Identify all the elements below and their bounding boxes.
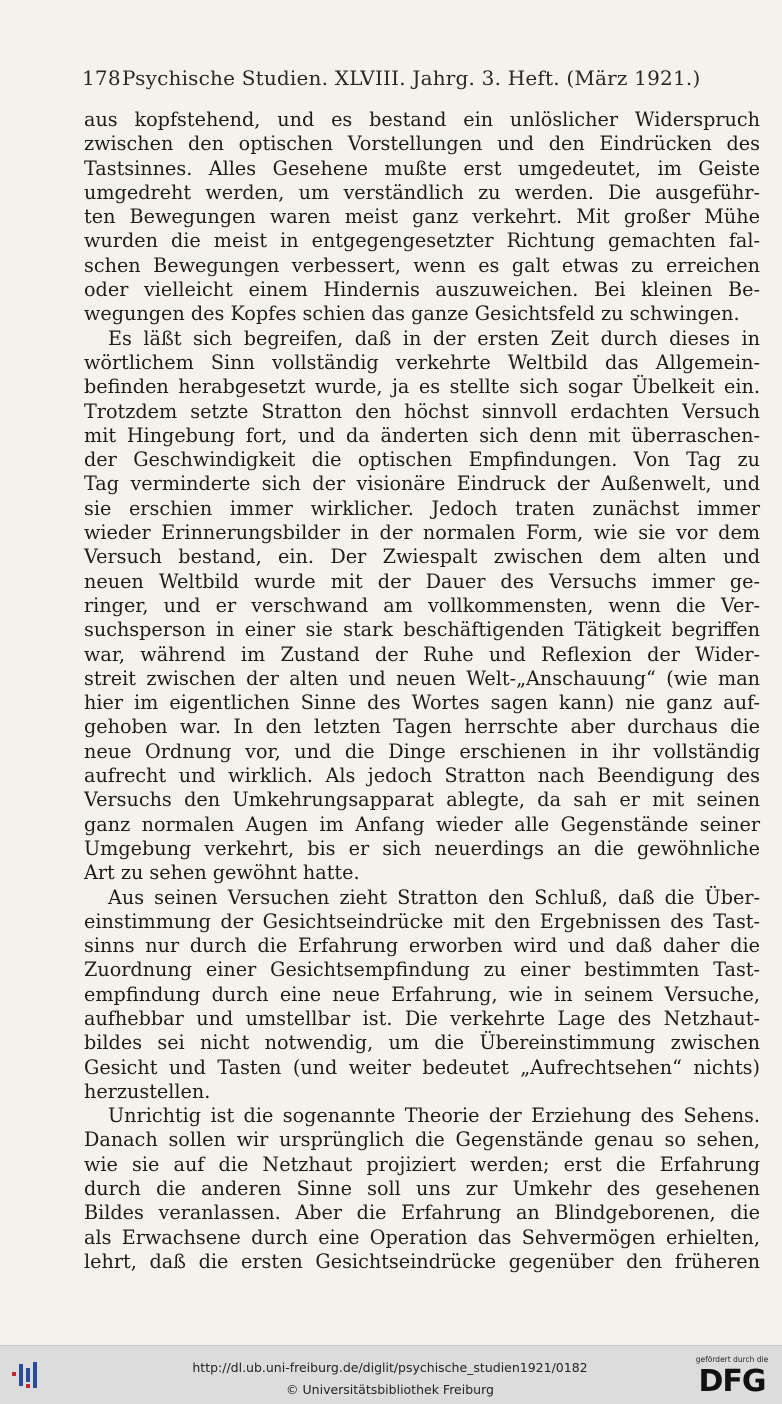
library-footer [0,1345,782,1404]
text-line: der Geschwindigkeit die optischen Empfindungen. Von Tag zu [84,448,760,472]
text-line: als Erwachsene durch eine Operation das Sehvermögen erhielten, [84,1225,760,1249]
text-line: hier im eigentlichen Sinne des Wortes sagen kann) nie ganz auf- [84,691,760,715]
text-line: suchsperson in einer sie stark beschäftigenden Tätigkeit begriffen [84,618,760,642]
text-line: aus kopfstehend, und es bestand ein unlöslicher Widerspruch [84,108,760,131]
copyright-notice: © Universitätsbibliothek Freiburg [286,1382,494,1397]
text-line: umgedreht werden, um verständlich zu werden. Die ausgeführ- [84,180,760,204]
text-line: befinden herabgesetzt wurde, ja es stellte sich sogar Übelkeit ein. [84,375,760,399]
text-line: lehrt, daß die ersten Gesichtseindrücke gegenüber den früheren [84,1249,760,1273]
text-line: Gesicht und Tasten (und weiter bedeutet „Aufrechtsehen“ nichts) [84,1055,760,1079]
text-line: gehoben war. In den letzten Tagen herrschte aber durchaus die [84,715,760,739]
page-number: 178 [82,66,121,90]
text-line: ganz normalen Augen im Anfang wieder alle Gegenstände seiner [84,812,760,836]
running-title: Psychische Studien. XLVIII. Jahrg. 3. Heft. (März 1921.) [122,66,701,90]
text-line: sie erschien immer wirklicher. Jedoch traten zunächst immer [84,496,760,520]
text-line: mit Hingebung fort, und da änderten sich denn mit überraschen- [84,423,760,447]
text-line: Art zu sehen gewöhnt hatte. [84,861,360,885]
text-line: Versuchs den Umkehrungsapparat ablegte, da sah er mit seinen [84,788,760,812]
source-url[interactable]: http://dl.ub.uni-freiburg.de/diglit/psychische_studien1921/0182 [192,1360,588,1375]
dfg-caption: gefördert durch die [695,1355,769,1364]
text-line: Es läßt sich begreifen, daß in der ersten Zeit durch dieses in [108,326,760,350]
text-line: wie sie auf die Netzhaut projiziert werden; erst die Erfahrung [84,1152,760,1176]
text-line: zwischen den optischen Vorstellungen und den Eindrücken des [84,132,760,156]
text-line: neuen Weltbild wurde mit der Dauer des Versuchs immer ge- [84,569,760,593]
text-line: empfindung durch eine neue Erfahrung, wie in seinem Versuche, [84,982,760,1006]
text-line: Versuch bestand, ein. Der Zwiespalt zwischen dem alten und [84,545,760,569]
text-line: Tag verminderte sich der visionäre Eindruck der Außenwelt, und [84,472,760,496]
text-line: Danach sollen wir ursprünglich die Gegenstände genau so sehen, [84,1128,760,1152]
text-line: ringer, und er verschwand am vollkommensten, wenn die Ver- [84,593,760,617]
body-text [84,108,760,1274]
text-line: aufrecht und wirklich. Als jedoch Stratton nach Beendigung des [84,764,760,788]
text-line: Aus seinen Versuchen zieht Stratton den Schluß, daß die Über- [108,885,760,909]
text-line: einstimmung der Gesichtseindrücke mit den Ergebnissen des Tast- [84,909,760,933]
text-line: aufhebbar und umstellbar ist. Die verkehrte Lage des Netzhaut- [84,1006,760,1030]
text-line: schen Bewegungen verbessert, wenn es galt etwas zu erreichen [84,253,760,277]
running-header [82,66,762,90]
text-line: oder vielleicht einem Hindernis auszuweichen. Bei kleinen Be- [84,278,760,302]
text-line: Trotzdem setzte Stratton den höchst sinnvoll erdachten Versuch [84,399,760,423]
text-line: bildes sei nicht notwendig, um die Übereinstimmung zwischen [84,1031,760,1055]
text-line: Umgebung verkehrt, bis er sich neuerdings an die gewöhnliche [84,836,760,860]
text-line: Bildes veranlassen. Aber die Erfahrung an Blindgeborenen, die [84,1201,760,1225]
ub-logo-icon [12,1358,42,1392]
text-line: Tastsinnes. Alles Gesehene mußte erst umgedeutet, im Geiste [84,156,760,180]
text-line: war, während im Zustand der Ruhe und Reflexion der Wider- [84,642,760,666]
text-line: durch die anderen Sinne soll uns zur Umkehr des gesehenen [84,1177,760,1201]
text-line: Zuordnung einer Gesichtsempfindung zu einer bestimmten Tast- [84,958,760,982]
text-line: wörtlichem Sinn vollständig verkehrte Weltbild das Allgemein- [84,350,760,374]
text-line: herzustellen. [84,1079,211,1103]
text-line: streit zwischen der alten und neuen Welt-„Anschauung“ (wie man [84,666,760,690]
text-line: neue Ordnung vor, und die Dinge erschienen in ihr vollständig [84,739,760,763]
text-line: ten Bewegungen waren meist ganz verkehrt. Mit großer Mühe [84,205,760,229]
text-line: sinns nur durch die Erfahrung erworben wird und daß daher die [84,934,760,958]
text-line: wieder Erinnerungsbilder in der normalen Form, wie sie vor dem [84,521,760,545]
text-line: wurden die meist in entgegengesetzter Richtung gemachten fal- [84,229,760,253]
dfg-logo: DFG [698,1364,766,1399]
text-line: Unrichtig ist die sogenannte Theorie der Erziehung des Sehens. [108,1104,760,1128]
text-line: wegungen des Kopfes schien das ganze Gesichtsfeld zu schwingen. [84,302,740,326]
